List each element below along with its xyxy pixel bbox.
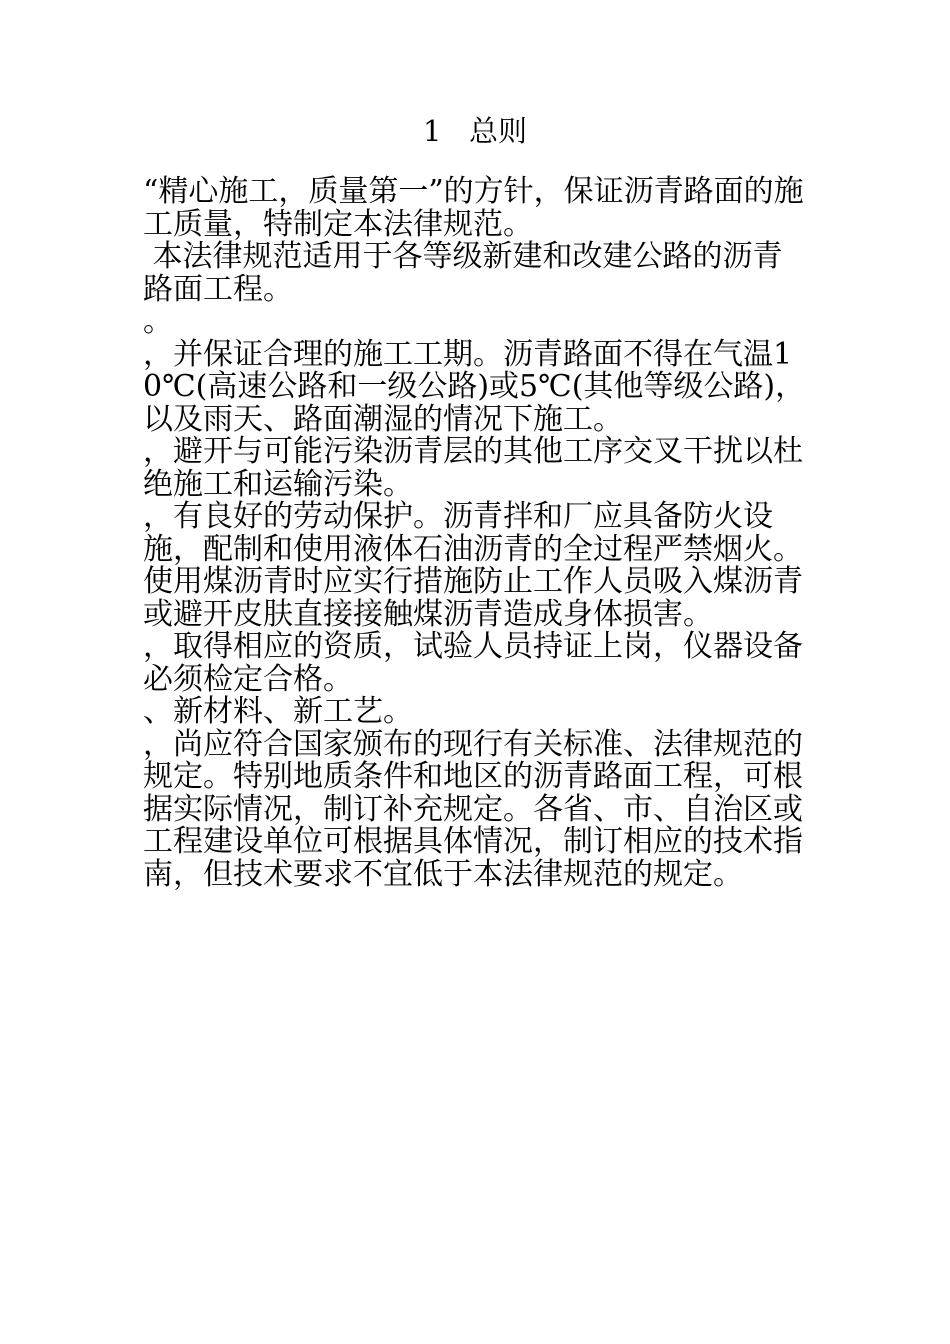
paragraph-qualification: ，取得相应的资质，试验人员持证上岗，仪器设备必须检定合格。 bbox=[143, 629, 803, 697]
paragraph-fragment: 。 bbox=[143, 304, 173, 339]
paragraph-avoid-contamination: ，避开与可能污染沥青层的其他工序交叉干扰以杜绝施工和运输污染。 bbox=[143, 434, 803, 502]
paragraph-purpose: “精心施工，质量第一”的方针，保证沥青路面的施工质量，特制定本法律规范。 bbox=[143, 174, 804, 242]
document-body bbox=[143, 176, 808, 891]
section-title: 1 总则 bbox=[422, 114, 528, 148]
paragraph-construction-period: ，并保证合理的施工工期。沥青路面不得在气温10℃(高速公路和一级公路)或5℃(其他等级公路)，以及雨天、路面潮湿的情况下施工。 bbox=[143, 336, 806, 437]
paragraph-scope: 本法律规范适用于各等级新建和改建公路的沥青路面工程。 bbox=[143, 239, 783, 307]
paragraph-new-materials: 、新材料、新工艺。 bbox=[143, 694, 413, 729]
paragraph-labor-protection: ，有良好的劳动保护。沥青拌和厂应具备防火设施，配制和使用液体石油沥青的全过程严禁烟火。使用煤沥青时应实行措施防止工作人员吸入煤沥青或避开皮肤直接接触煤沥青造成身体损害。 bbox=[143, 499, 803, 632]
paragraph-standards: ，尚应符合国家颁布的现行有关标准、法律规范的规定。特别地质条件和地区的沥青路面工程，可根据实际情况，制订补充规定。各省、市、自治区或工程建设单位可根据具体情况，制订相应的技术指南，但技术要求不宜低于本法律规范的规定。 bbox=[143, 726, 803, 892]
